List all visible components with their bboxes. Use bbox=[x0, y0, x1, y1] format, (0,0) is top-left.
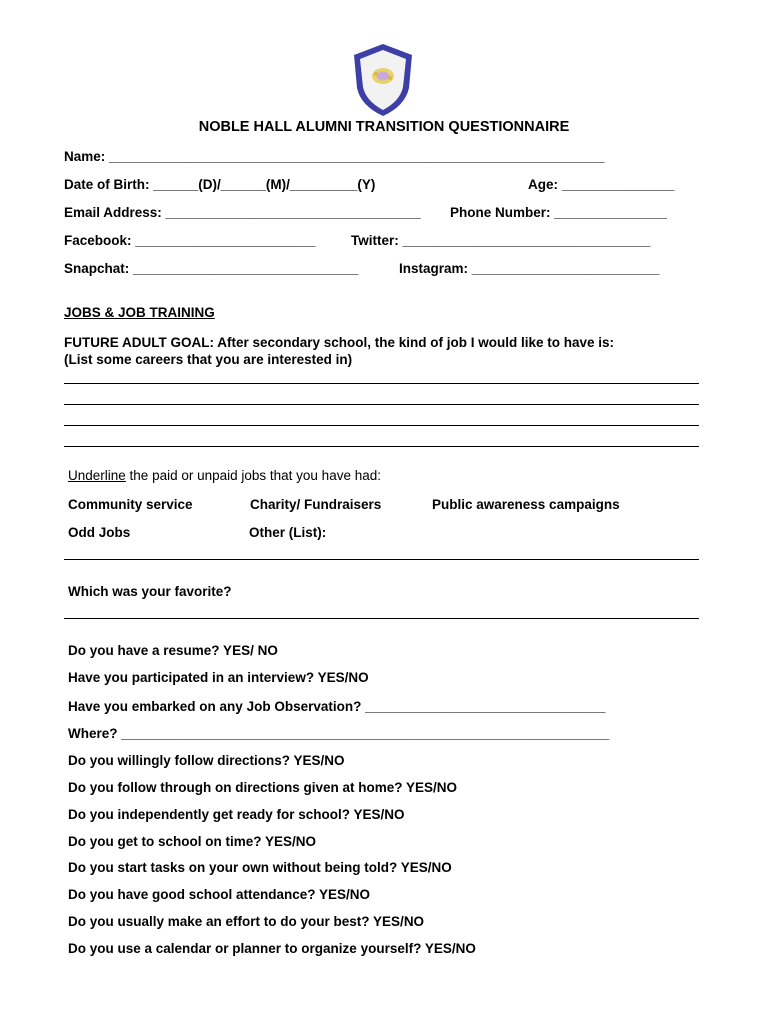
phone-field[interactable]: Phone Number: _______________ bbox=[450, 205, 667, 220]
question-calendar-planner[interactable]: Do you use a calendar or planner to organize yourself? YES/NO bbox=[68, 941, 476, 956]
question-job-observation[interactable]: Have you embarked on any Job Observation? ________________________________ bbox=[68, 699, 606, 714]
jobs-section-heading: JOBS & JOB TRAINING bbox=[64, 305, 215, 320]
shield-crest-icon bbox=[351, 42, 415, 118]
age-field[interactable]: Age: _______________ bbox=[528, 177, 675, 192]
underline-word: Underline bbox=[68, 468, 126, 483]
question-ready-for-school[interactable]: Do you independently get ready for school? YES/NO bbox=[68, 807, 405, 822]
email-field[interactable]: Email Address: __________________________________ bbox=[64, 205, 421, 220]
future-goal-prompt: FUTURE ADULT GOAL: After secondary school, the kind of job I would like to have is: bbox=[64, 335, 615, 350]
answer-line[interactable] bbox=[64, 425, 699, 426]
question-attendance[interactable]: Do you have good school attendance? YES/NO bbox=[68, 887, 371, 902]
question-interview[interactable]: Have you participated in an interview? YES/NO bbox=[68, 670, 369, 685]
facebook-field[interactable]: Facebook: ________________________ bbox=[64, 233, 316, 248]
question-resume[interactable]: Do you have a resume? YES/ NO bbox=[68, 643, 278, 658]
job-option-other[interactable]: Other (List): bbox=[249, 525, 327, 540]
page-title: NOBLE HALL ALUMNI TRANSITION QUESTIONNAIRE bbox=[198, 119, 570, 135]
question-where[interactable]: Where? _________________________________________________________________ bbox=[68, 726, 610, 741]
answer-line[interactable] bbox=[64, 404, 699, 405]
favorite-question: Which was your favorite? bbox=[68, 584, 232, 599]
question-effort[interactable]: Do you usually make an effort to do your best? YES/NO bbox=[68, 914, 425, 929]
underline-instruction-rest: the paid or unpaid jobs that you have had: bbox=[125, 468, 381, 483]
question-follow-through-home[interactable]: Do you follow through on directions given at home? YES/NO bbox=[68, 780, 458, 795]
answer-line[interactable] bbox=[64, 446, 699, 447]
job-option-public-awareness[interactable]: Public awareness campaigns bbox=[432, 497, 620, 512]
answer-line[interactable] bbox=[64, 618, 699, 619]
snapchat-field[interactable]: Snapchat: ______________________________ bbox=[64, 261, 359, 276]
twitter-field[interactable]: Twitter: _________________________________ bbox=[351, 233, 651, 248]
underline-instruction bbox=[68, 468, 381, 484]
answer-line[interactable] bbox=[64, 559, 699, 560]
answer-line[interactable] bbox=[64, 383, 699, 384]
dob-field[interactable]: Date of Birth: ______(D)/______(M)/_________(Y) bbox=[64, 177, 376, 192]
question-start-tasks[interactable]: Do you start tasks on your own without being told? YES/NO bbox=[68, 860, 452, 875]
job-option-community-service[interactable]: Community service bbox=[68, 497, 193, 512]
instagram-field[interactable]: Instagram: _________________________ bbox=[399, 261, 660, 276]
name-field[interactable]: Name: __________________________________________________________________ bbox=[64, 149, 605, 164]
question-on-time[interactable]: Do you get to school on time? YES/NO bbox=[68, 834, 317, 849]
job-option-odd-jobs[interactable]: Odd Jobs bbox=[68, 525, 131, 540]
question-follow-directions[interactable]: Do you willingly follow directions? YES/NO bbox=[68, 753, 345, 768]
future-goal-hint: (List some careers that you are interested in) bbox=[64, 352, 353, 367]
job-option-charity[interactable]: Charity/ Fundraisers bbox=[250, 497, 382, 512]
